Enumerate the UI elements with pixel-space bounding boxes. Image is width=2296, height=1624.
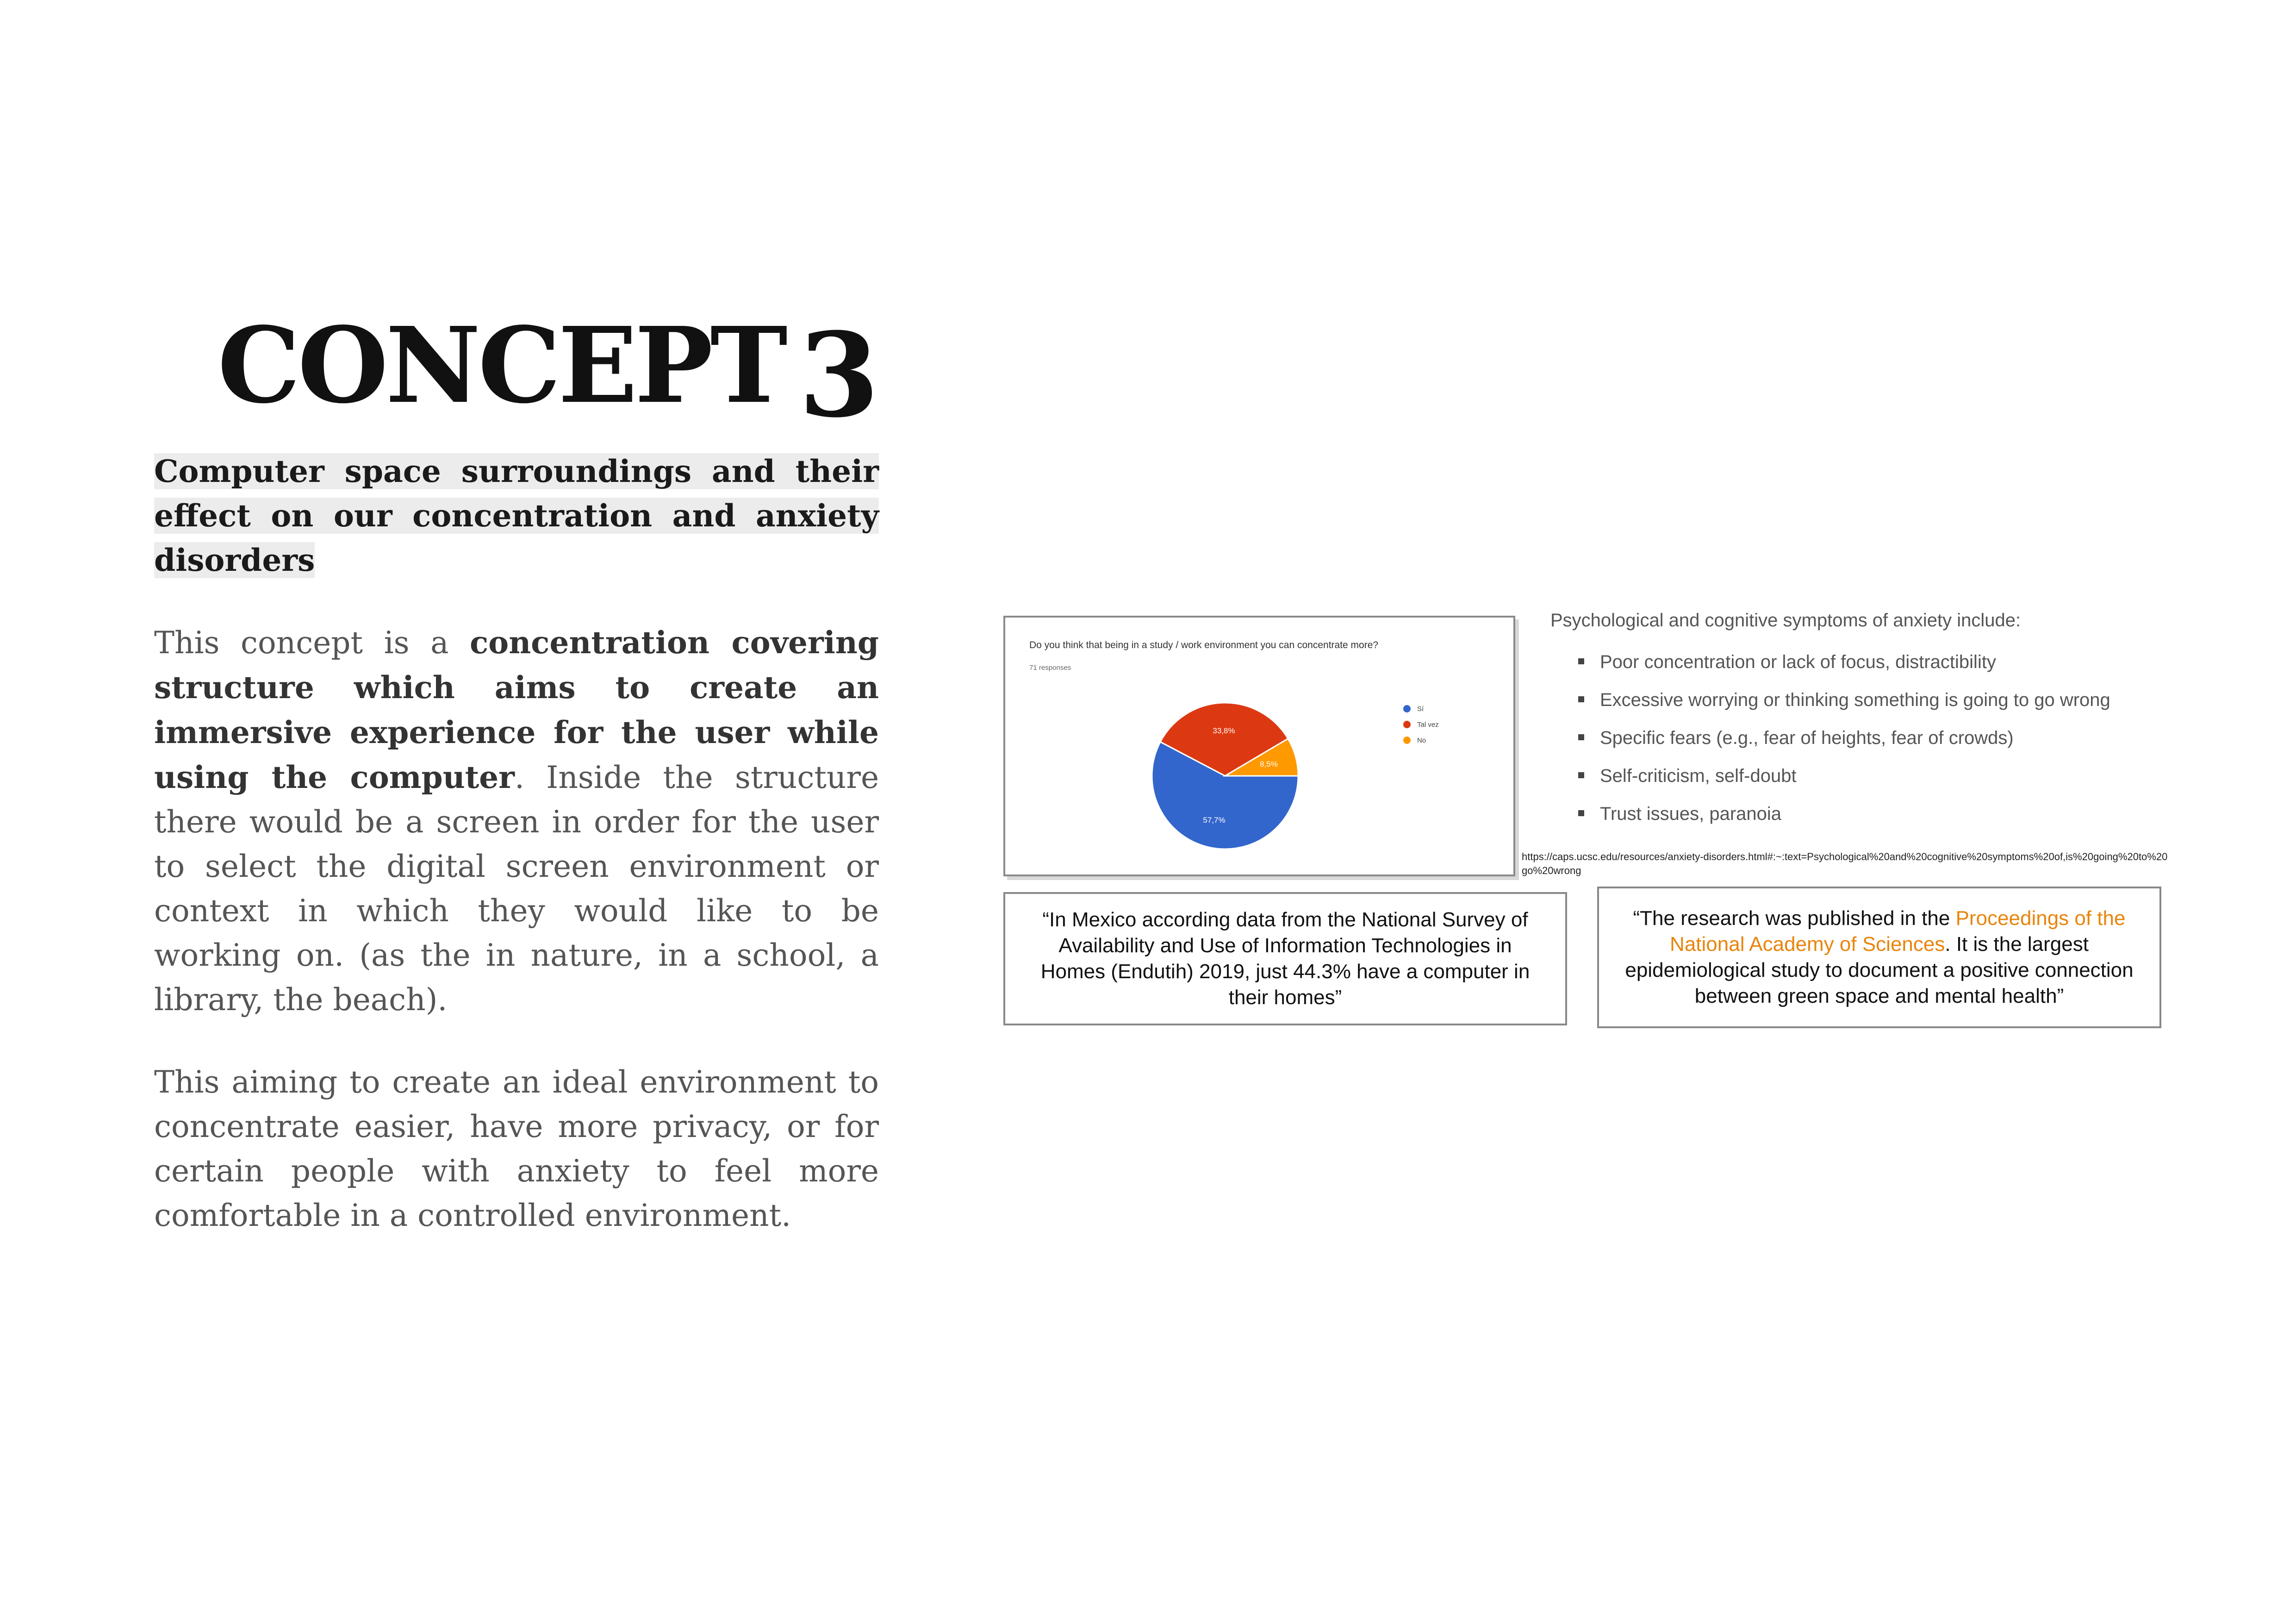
pie-label-sí: 57,7% [1203,816,1226,825]
pie-label-tal-vez: 33,8% [1213,726,1235,736]
survey-pie-chart [1003,616,1515,876]
page-title [218,303,877,443]
chart-legend [1403,701,1439,748]
symptoms-title: Psychological and cognitive symptoms of anxiety include: [1550,610,2021,631]
source-url: https://caps.ucsc.edu/resources/anxiety-disorders.html#:~:text=Psychological%20and%20cognitive%20symptoms%20of,is%20going%20to%20go%20wrong [1522,851,2168,876]
legend-item [1403,701,1439,717]
subtitle-text: Computer space surroundings and their effect on our concentration and anxiety disorders [154,453,879,578]
pie-label-no: 8,5% [1260,760,1278,769]
title-number: 3 [798,307,877,443]
legend-swatch [1403,737,1411,744]
symptom-item: Self-criticism, self-doubt [1578,762,2110,800]
legend-label: Sí [1417,705,1424,713]
symptoms-list [1578,648,2110,838]
quote2-before: “The research was published in the [1633,907,1956,930]
symptom-item: Trust issues, paranoia [1578,800,2110,838]
legend-swatch [1403,721,1411,728]
legend-item [1403,717,1439,732]
concept-subtitle [154,449,879,582]
green-space-quote [1597,887,2161,1028]
quote2-text [1618,906,2141,1009]
legend-swatch [1403,705,1411,712]
quote2-after: . It is the largest epidemiological study to document a positive connection between green space and mental health” [1625,933,2134,1007]
legend-label: No [1417,736,1426,744]
quote2-highlight: Proceedings of the National Academy of Sciences [1670,907,2126,956]
para1-rest: . Inside the structure there would be a screen in order for the user to select the digital screen environment or context in which they would like to be working on. (as the in nature, in a school, a library, the beach). [154,760,879,1018]
concept-aim: This aiming to create an ideal environment to concentrate easier, have more privacy, or for certain people with anxiety to feel more comfortable in a controlled environment. [154,1064,879,1233]
mexico-computer-quote [1003,892,1567,1025]
legend-item [1403,732,1439,748]
symptom-item: Specific fears (e.g., fear of heights, fear of crowds) [1578,724,2110,762]
para1-intro: This concept is a [154,625,470,661]
title-word: CONCEPT [218,305,785,427]
legend-label: Tal vez [1417,720,1439,729]
symptom-item: Poor concentration or lack of focus, distractibility [1578,648,2110,686]
chart-response-count: 71 responses [1029,664,1071,672]
concept-description [154,620,879,1022]
quote1-text: “In Mexico according data from the National Survey of Availability and Use of Information Technologies in Homes (Endutih) 2019, just 44.3% have a computer in their homes” [1040,908,1530,1009]
para1-bold: concentration covering structure which aims to create an immersive experience for the user while using the computer [154,625,879,795]
chart-title: Do you think that being in a study / work environment you can concentrate more? [1029,640,1379,650]
symptom-item: Excessive worrying or thinking something is going to go wrong [1578,686,2110,724]
